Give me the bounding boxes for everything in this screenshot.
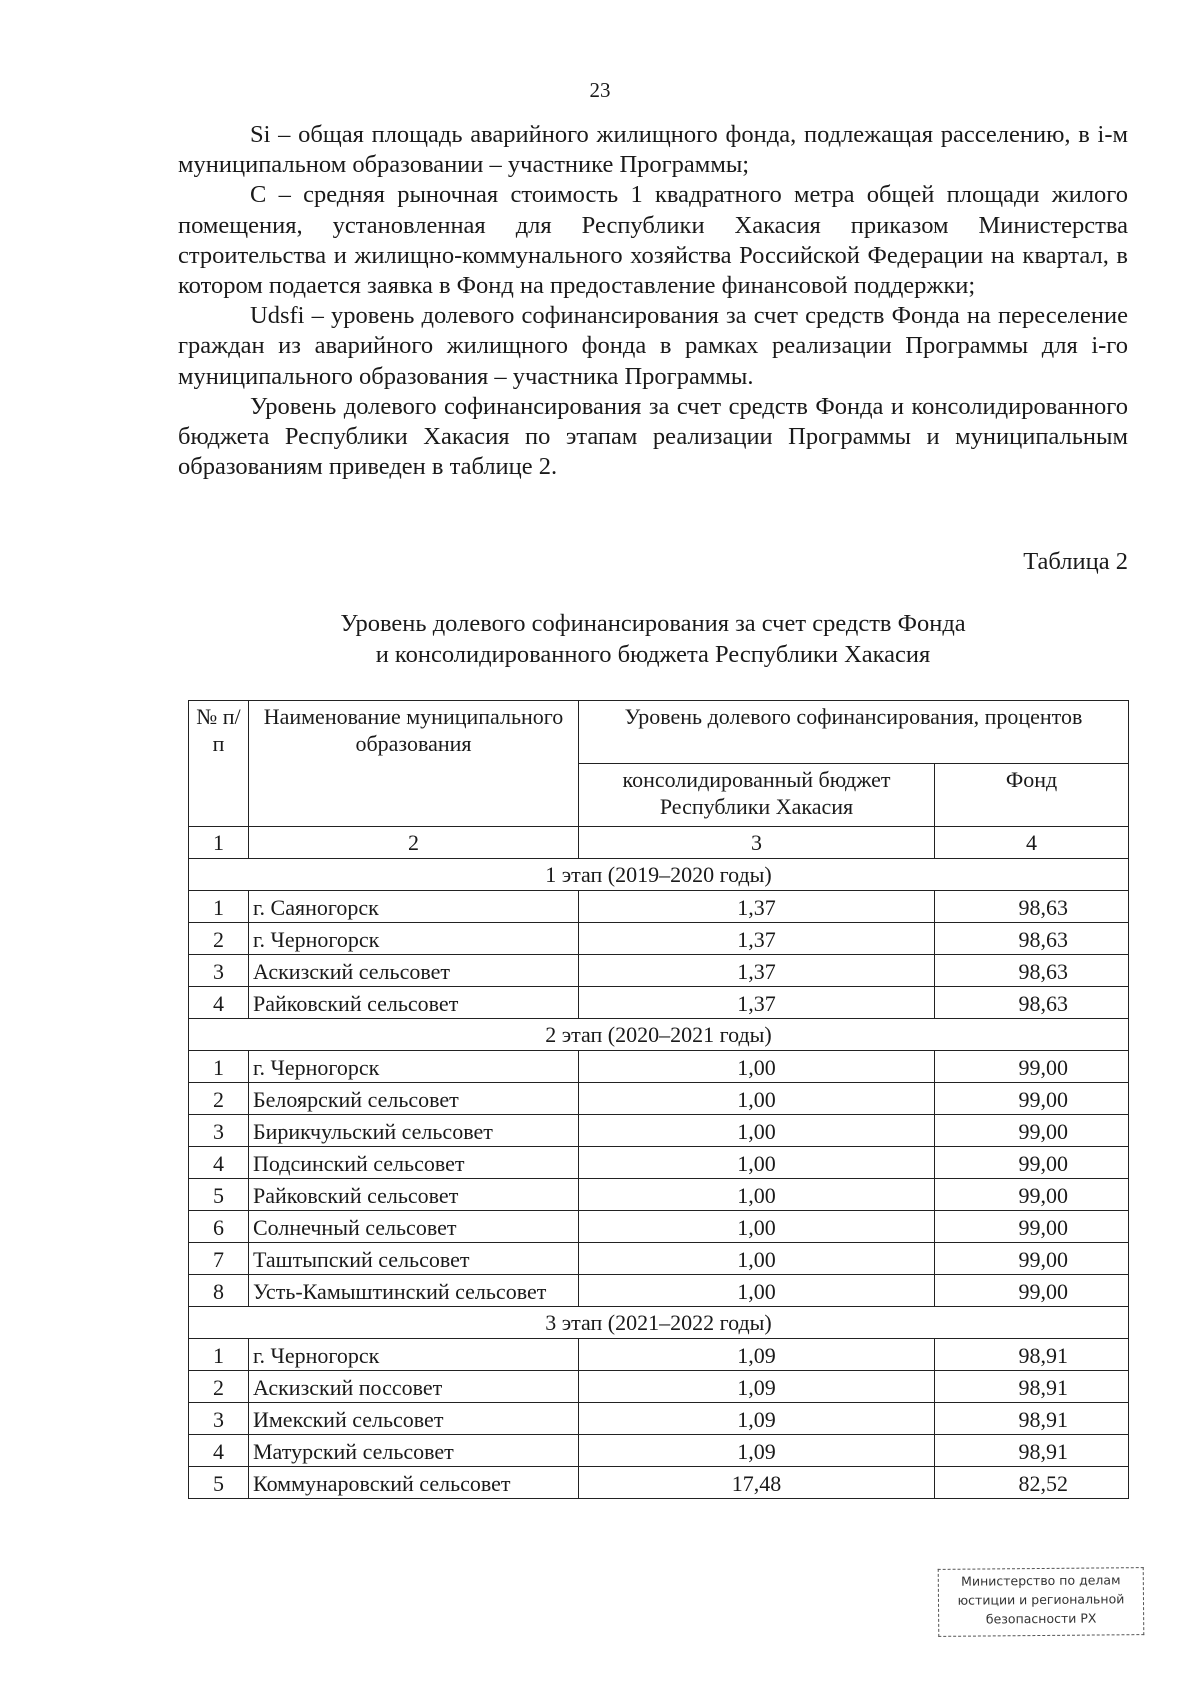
budget-share: 1,00 — [579, 1115, 935, 1147]
fund-share: 99,00 — [935, 1275, 1129, 1307]
row-number: 4 — [189, 1435, 249, 1467]
stage-row — [189, 1019, 1129, 1051]
header-cofinancing-level: Уровень долевого софинансирования, процентов — [579, 701, 1129, 764]
table-row — [189, 1275, 1129, 1307]
municipality-name: Райковский сельсовет — [249, 1179, 579, 1211]
registration-stamp — [938, 1567, 1145, 1637]
column-number: 4 — [935, 827, 1129, 859]
row-number: 4 — [189, 1147, 249, 1179]
table-row — [189, 1179, 1129, 1211]
fund-share: 98,91 — [935, 1371, 1129, 1403]
row-number: 3 — [189, 1403, 249, 1435]
row-number: 7 — [189, 1243, 249, 1275]
budget-share: 1,37 — [579, 923, 935, 955]
stage-row — [189, 859, 1129, 891]
row-number: 5 — [189, 1179, 249, 1211]
table-row — [189, 1051, 1129, 1083]
municipality-name: г. Черногорск — [249, 1339, 579, 1371]
table-label: Таблица 2 — [1023, 548, 1128, 575]
municipality-name: Таштыпский сельсовет — [249, 1243, 579, 1275]
fund-share: 98,91 — [935, 1339, 1129, 1371]
row-number: 1 — [189, 891, 249, 923]
row-number: 6 — [189, 1211, 249, 1243]
header-municipality: Наименование муниципального образования — [249, 701, 579, 827]
municipality-name: Усть-Камыштинский сельсовет — [249, 1275, 579, 1307]
column-number: 1 — [189, 827, 249, 859]
table-row — [189, 923, 1129, 955]
municipality-name: Матурский сельсовет — [249, 1435, 579, 1467]
stage-title: 2 этап (2020–2021 годы) — [189, 1019, 1129, 1051]
municipality-name: г. Черногорск — [249, 923, 579, 955]
paragraph-c: С – средняя рыночная стоимость 1 квадратного метра общей площади жилого помещения, установленная для Республики Хакасия приказом Министерства строительства и жилищно-коммунального хозяйства Российской Федерации на квартал, в котором подается заявка в Фонд на предоставление финансовой поддержки; — [178, 181, 1128, 300]
municipality-name: Райковский сельсовет — [249, 987, 579, 1019]
table-row — [189, 1147, 1129, 1179]
budget-share: 1,37 — [579, 891, 935, 923]
row-number: 5 — [189, 1467, 249, 1499]
budget-share: 1,00 — [579, 1147, 935, 1179]
budget-share: 1,09 — [579, 1371, 935, 1403]
table-body — [189, 827, 1129, 1499]
fund-share: 99,00 — [935, 1179, 1129, 1211]
budget-share: 1,00 — [579, 1083, 935, 1115]
fund-share: 99,00 — [935, 1243, 1129, 1275]
paragraph-udsfi: Udsfi – уровень долевого софинансирования за счет средств Фонда на переселение граждан из аварийного жилищного фонда в рамках реализации Программы для i-го муниципального образования – участника Программы. — [178, 302, 1128, 390]
municipality-name: Подсинский сельсовет — [249, 1147, 579, 1179]
fund-share: 98,63 — [935, 923, 1129, 955]
stage-title: 3 этап (2021–2022 годы) — [189, 1307, 1129, 1339]
table-caption-line-2: и консолидированного бюджета Республики Хакасия — [375, 641, 931, 668]
fund-share: 98,63 — [935, 955, 1129, 987]
budget-share: 1,00 — [579, 1051, 935, 1083]
fund-share: 99,00 — [935, 1211, 1129, 1243]
fund-share: 82,52 — [935, 1467, 1129, 1499]
budget-share: 1,09 — [579, 1403, 935, 1435]
stage-title: 1 этап (2019–2020 годы) — [189, 859, 1129, 891]
table-row — [189, 987, 1129, 1019]
table-row — [189, 891, 1129, 923]
budget-share: 1,09 — [579, 1435, 935, 1467]
row-number: 1 — [189, 1339, 249, 1371]
municipality-name: г. Черногорск — [249, 1051, 579, 1083]
table-row — [189, 1403, 1129, 1435]
row-number: 3 — [189, 955, 249, 987]
table-row — [189, 1083, 1129, 1115]
table-row — [189, 955, 1129, 987]
municipality-name: Солнечный сельсовет — [249, 1211, 579, 1243]
header-consolidated-budget: консолидированный бюджет Республики Хакасия — [579, 764, 935, 827]
column-number: 3 — [579, 827, 935, 859]
table-row — [189, 1435, 1129, 1467]
header-fund: Фонд — [935, 764, 1129, 827]
budget-share: 17,48 — [579, 1467, 935, 1499]
municipality-name: Белоярский сельсовет — [249, 1083, 579, 1115]
stamp-line: безопасности РХ — [985, 1610, 1097, 1627]
column-number-row — [189, 827, 1129, 859]
budget-share: 1,00 — [579, 1243, 935, 1275]
row-number: 3 — [189, 1115, 249, 1147]
table-caption — [178, 608, 1128, 670]
row-number: 2 — [189, 1371, 249, 1403]
budget-share: 1,09 — [579, 1339, 935, 1371]
municipality-name: Аскизский поссовет — [249, 1371, 579, 1403]
table-header-row — [189, 701, 1129, 764]
body-text — [178, 120, 1128, 482]
stamp-line: Министерство по делам — [961, 1572, 1121, 1589]
cofinancing-table-wrapper — [188, 700, 1128, 1499]
stage-row — [189, 1307, 1129, 1339]
row-number: 2 — [189, 923, 249, 955]
table-row — [189, 1211, 1129, 1243]
table-row — [189, 1467, 1129, 1499]
stamp-line: юстиции и региональной — [957, 1591, 1125, 1608]
fund-share: 98,63 — [935, 891, 1129, 923]
paragraph-level: Уровень долевого софинансирования за счет средств Фонда и консолидированного бюджета Республики Хакасия по этапам реализации Программы и муниципальным образованиям приведен в таблице 2. — [178, 392, 1128, 481]
budget-share: 1,37 — [579, 955, 935, 987]
fund-share: 98,63 — [935, 987, 1129, 1019]
row-number: 8 — [189, 1275, 249, 1307]
budget-share: 1,37 — [579, 987, 935, 1019]
fund-share: 99,00 — [935, 1051, 1129, 1083]
table-caption-line-1: Уровень долевого софинансирования за счет средств Фонда — [340, 610, 966, 637]
table-row — [189, 1339, 1129, 1371]
fund-share: 99,00 — [935, 1115, 1129, 1147]
row-number: 4 — [189, 987, 249, 1019]
fund-share: 99,00 — [935, 1147, 1129, 1179]
municipality-name: Коммунаровский сельсовет — [249, 1467, 579, 1499]
paragraph-si: Si – общая площадь аварийного жилищного фонда, подлежащая расселению, в i-м муниципальном образовании – участнике Программы; — [178, 121, 1128, 179]
header-number: № п/п — [189, 701, 249, 827]
row-number: 1 — [189, 1051, 249, 1083]
municipality-name: Имекский сельсовет — [249, 1403, 579, 1435]
budget-share: 1,00 — [579, 1211, 935, 1243]
fund-share: 99,00 — [935, 1083, 1129, 1115]
table-row — [189, 1243, 1129, 1275]
budget-share: 1,00 — [579, 1275, 935, 1307]
table-row — [189, 1115, 1129, 1147]
municipality-name: Аскизский сельсовет — [249, 955, 579, 987]
municipality-name: г. Саяногорск — [249, 891, 579, 923]
municipality-name: Бирикчульский сельсовет — [249, 1115, 579, 1147]
fund-share: 98,91 — [935, 1403, 1129, 1435]
fund-share: 98,91 — [935, 1435, 1129, 1467]
table-row — [189, 1371, 1129, 1403]
page-number: 23 — [589, 78, 611, 102]
budget-share: 1,00 — [579, 1179, 935, 1211]
column-number: 2 — [249, 827, 579, 859]
row-number: 2 — [189, 1083, 249, 1115]
cofinancing-table — [188, 700, 1129, 1499]
